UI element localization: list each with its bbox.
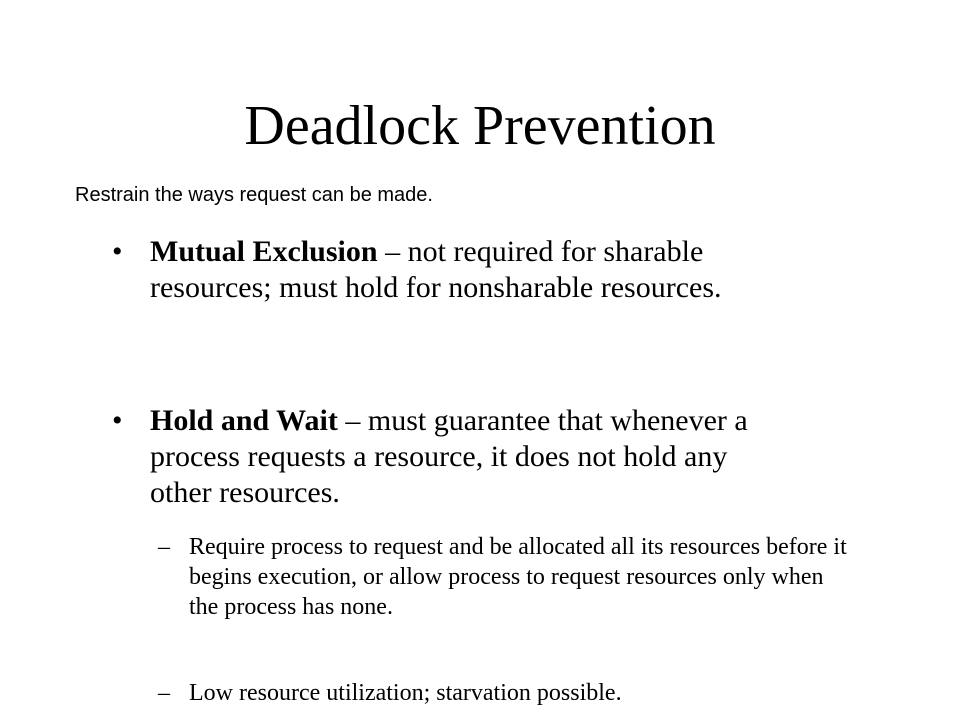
- subbullet-low-utilization: [158, 678, 858, 708]
- subbullet-marker: –: [158, 534, 170, 560]
- bullet-mutual-exclusion: [112, 234, 752, 306]
- bullet-text: [150, 403, 752, 511]
- subbullet-marker: –: [158, 680, 170, 706]
- bullet-marker: •: [112, 404, 123, 437]
- bullet-term: Mutual Exclusion: [150, 235, 378, 268]
- subbullet-text: Require process to request and be allocated all its resources before it begins execution, or allow process to request resources only when the process has none.: [189, 534, 847, 620]
- bullet-hold-and-wait: [112, 403, 752, 511]
- bullet-description: – not required for sharable resources; must hold for nonsharable resources.: [150, 235, 722, 304]
- subbullet-text: Low resource utilization; starvation possible.: [189, 680, 622, 706]
- bullet-marker: •: [112, 235, 123, 268]
- slide-title: Deadlock Prevention: [244, 95, 716, 157]
- subbullet-require-process: [158, 532, 858, 622]
- slide-subtitle: Restrain the ways request can be made.: [75, 184, 433, 206]
- bullet-term: Hold and Wait: [150, 404, 338, 437]
- bullet-description: – must guarantee that whenever a process requests a resource, it does not hold any other resources.: [150, 404, 748, 509]
- bullet-text: [150, 234, 752, 306]
